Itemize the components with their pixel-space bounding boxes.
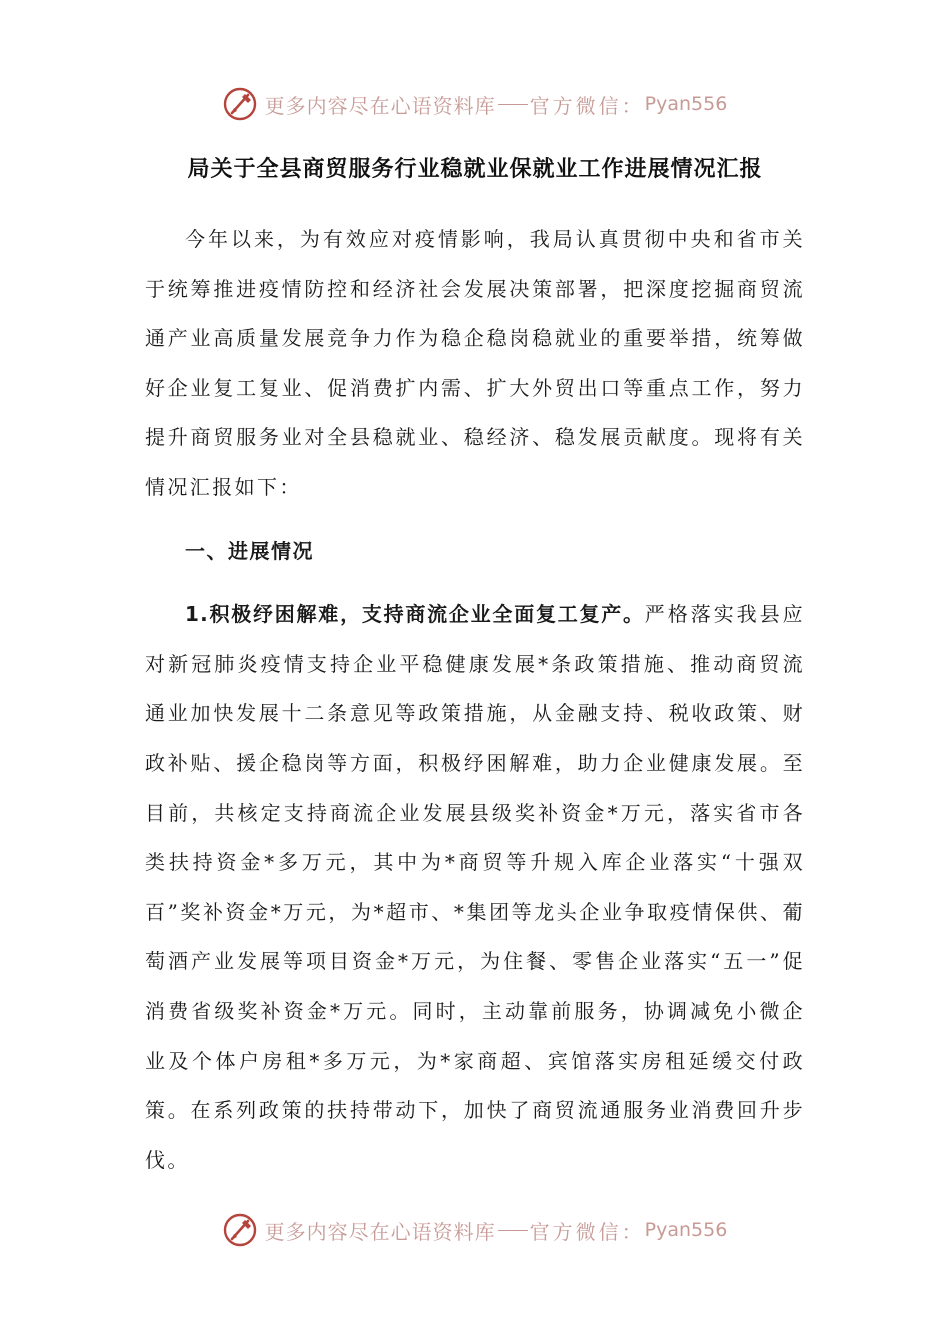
watermark-bottom [0,1210,950,1250]
watermark-id: Pyan556 [644,1219,728,1241]
watermark-id: Pyan556 [644,93,728,115]
item-lead: 1.积极纾困解难，支持商流企业全面复工复产。 [185,602,645,627]
item-paragraph [145,590,805,1185]
document-title: 局关于全县商贸服务行业稳就业保就业工作进展情况汇报 [187,157,763,182]
item-body: 严格落实我县应对新冠肺炎疫情支持企业平稳健康发展*条政策措施、推动商贸流通业加快发展十二条意见等政策措施，从金融支持、税收政策、财政补贴、援企稳岗等方面，积极纾困解难，助力企业健康发展。至目前，共核定支持商流企业发展县级奖补资金*万元，落实省市各类扶持资金*多万元，其中为*商贸等升规入库企业落实“十强双百”奖补资金*万元，为*超市、*集团等龙头企业争取疫情保供、葡萄酒产业发展等项目资金*万元，为住餐、零售企业落实“五一”促消费省级奖补资金*万元。同时，主动靠前服务，协调减免小微企业及个体户房租*多万元，为*家商超、宾馆落实房租延缓交付政策。在系列政策的扶持带动下，加快了商贸流通服务业消费回升步伐。 [145,602,805,1172]
watermark-label: 官方微信： [529,93,645,118]
pen-logo-icon [223,86,259,122]
pen-logo-icon [223,1212,259,1248]
section-heading: 一、进展情况 [185,538,314,563]
watermark-text: 更多内容尽在心语资料库 [264,1219,496,1244]
intro-paragraph: 今年以来，为有效应对疫情影响，我局认真贯彻中央和省市关于统筹推进疫情防控和经济社会发展决策部署，把深度挖掘商贸流通产业高质量发展竞争力作为稳企稳岗稳就业的重要举措，统筹做好企业复工复业、促消费扩内需、扩大外贸出口等重点工作，努力提升商贸服务业对全县稳就业、稳经济、稳发展贡献度。现将有关情况汇报如下： [145,227,805,499]
watermark-label: 官方微信： [529,1219,645,1244]
document-body [145,215,805,1185]
watermark-separator [498,104,528,105]
watermark-text: 更多内容尽在心语资料库 [264,93,496,118]
watermark-separator [498,1230,528,1231]
watermark-top [0,84,950,124]
